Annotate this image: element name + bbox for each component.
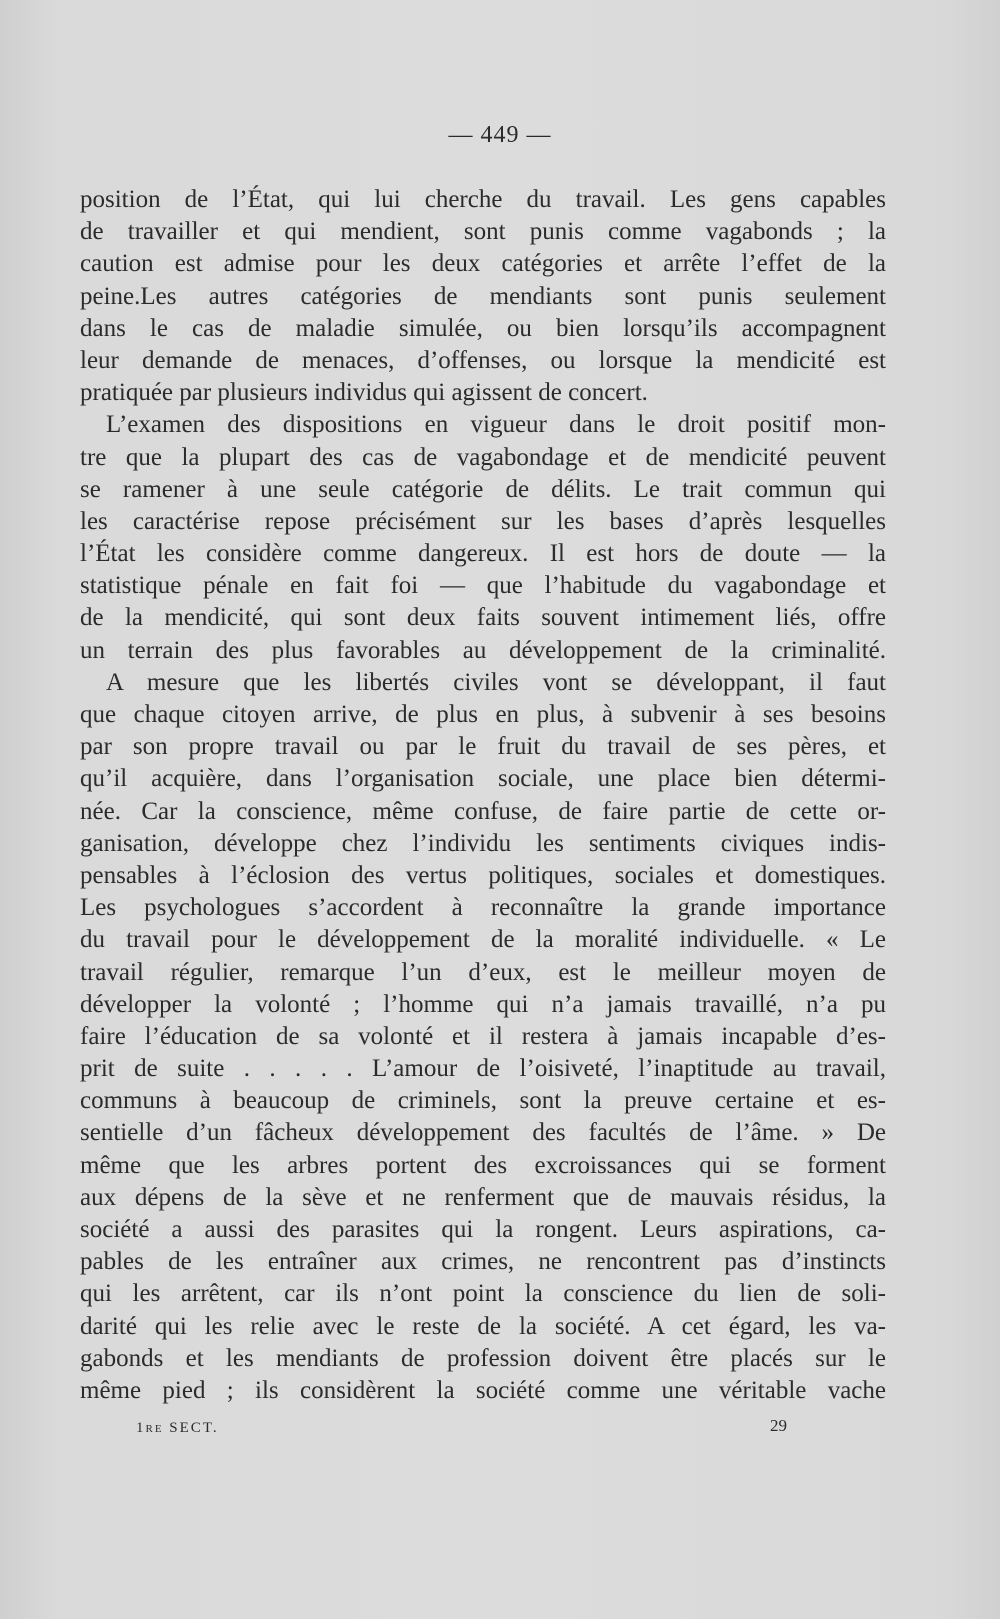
text-line: caution est admise pour les deux catégories et arrête l’effet de la	[80, 250, 886, 278]
text-line: même pied ; ils considèrent la société comme une véritable vache	[80, 1376, 886, 1404]
text-line: gabonds et les mendiants de profession doivent être placés sur le	[80, 1344, 886, 1372]
text-line: dans le cas de maladie simulée, ou bien lorsqu’ils accompagnent	[80, 314, 886, 342]
text-line: née. Car la conscience, même confuse, de faire partie de cette or-	[80, 797, 886, 825]
text-line: pensables à l’éclosion des vertus politiques, sociales et domestiques.	[80, 861, 886, 889]
text-line: A mesure que les libertés civiles vont se développant, il faut	[106, 668, 886, 696]
text-line: se ramener à une seule catégorie de délits. Le trait commun qui	[80, 475, 886, 503]
text-line: ganisation, développe chez l’individu les sentiments civiques indis-	[80, 829, 886, 857]
text-line: sentielle d’un fâcheux développement des facultés de l’âme. » De	[80, 1119, 886, 1147]
text-line: statistique pénale en fait foi — que l’habitude du vagabondage et	[80, 572, 886, 600]
text-line: communs à beaucoup de criminels, sont la preuve certaine et es-	[80, 1087, 886, 1115]
text-line: L’examen des dispositions en vigueur dans le droit positif mon-	[106, 411, 886, 439]
page-footer	[0, 1416, 1000, 1446]
text-line: faire l’éducation de sa volonté et il restera à jamais incapable d’es-	[80, 1022, 886, 1050]
text-line: qu’il acquière, dans l’organisation sociale, une place bien détermi-	[80, 765, 886, 793]
text-line: pratiquée par plusieurs individus qui agissent de concert.	[80, 379, 648, 407]
text-line: prit de suite . . . . . L’amour de l’oisiveté, l’inaptitude au travail,	[80, 1055, 886, 1083]
text-line: développer la volonté ; l’homme qui n’a jamais travaillé, n’a pu	[80, 990, 886, 1018]
text-line: aux dépens de la sève et ne renferment que de mauvais résidus, la	[80, 1183, 886, 1211]
body-text	[80, 184, 886, 1407]
text-line: darité qui les relie avec le reste de la société. A cet égard, les va-	[80, 1312, 886, 1340]
text-line: de travailler et qui mendient, sont punis comme vagabonds ; la	[80, 218, 886, 246]
text-line: peine.Les autres catégories de mendiants sont punis seulement	[80, 282, 886, 310]
text-line: du travail pour le développement de la moralité individuelle. « Le	[80, 926, 886, 954]
text-line: l’État les considère comme dangereux. Il est hors de doute — la	[80, 540, 886, 568]
page-number: — 449 —	[448, 122, 552, 148]
text-line: pables de les entraîner aux crimes, ne rencontrent pas d’instincts	[80, 1248, 886, 1276]
text-line: Les psychologues s’accordent à reconnaître la grande importance	[80, 894, 886, 922]
text-line: que chaque citoyen arrive, de plus en plus, à subvenir à ses besoins	[80, 701, 886, 728]
text-line: tre que la plupart des cas de vagabondage et de mendicité peuvent	[80, 443, 886, 471]
text-line: travail régulier, remarque l’un d’eux, est le meilleur moyen de	[80, 958, 886, 986]
text-line: position de l’État, qui lui cherche du travail. Les gens capables	[80, 186, 886, 213]
text-line: qui les arrêtent, car ils n’ont point la conscience du lien de soli-	[80, 1280, 886, 1308]
text-line: par son propre travail ou par le fruit du travail de ses pères, et	[80, 733, 886, 761]
text-line: les caractérise repose précisément sur les bases d’après lesquelles	[80, 507, 886, 535]
text-line: un terrain des plus favorables au développement de la criminalité.	[80, 636, 886, 664]
text-line: société a aussi des parasites qui la rongent. Leurs aspirations, ca-	[80, 1216, 886, 1243]
text-line: de la mendicité, qui sont deux faits souvent intimement liés, offre	[80, 604, 886, 632]
sheet-number: 29	[770, 1416, 787, 1435]
text-line: leur demande de menaces, d’offenses, ou lorsque la mendicité est	[80, 346, 886, 374]
signature-mark: 1re SECT.	[136, 1420, 219, 1436]
text-line: même que les arbres portent des excroissances qui se forment	[80, 1151, 886, 1179]
